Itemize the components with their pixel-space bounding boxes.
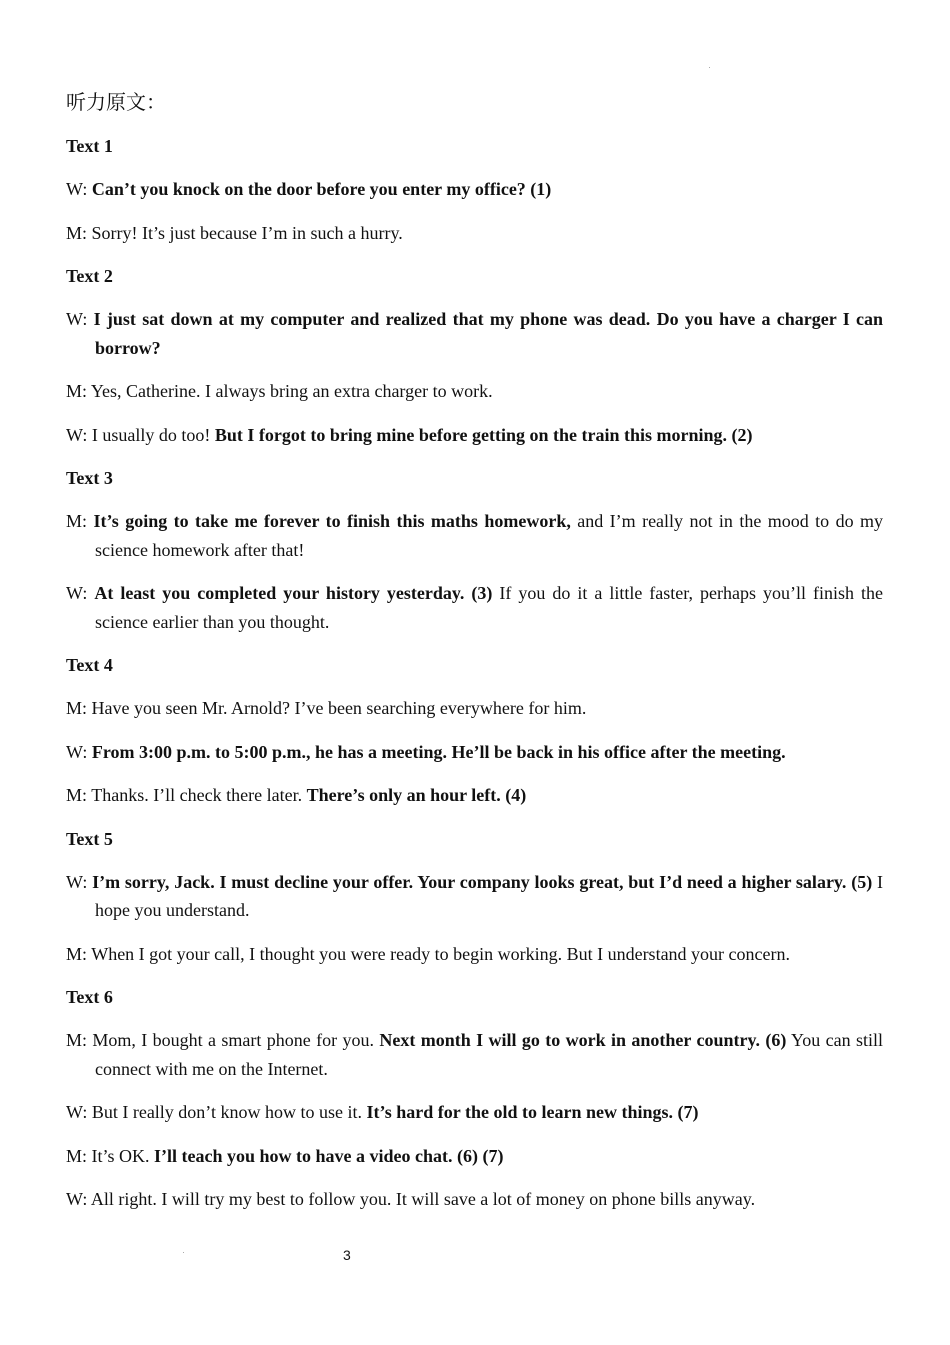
dialogue-text: I usually do too!	[91, 424, 215, 445]
dialogue-line	[66, 579, 883, 636]
key-answer-text: There’s only an hour left. (4)	[306, 785, 527, 805]
text-section-title: Text 2	[66, 266, 113, 286]
dialogue-line	[66, 781, 883, 810]
text-section-title: Text 3	[66, 468, 113, 488]
dialogue-text: When I got your call, I thought you were ready to begin working. But I understand your concern.	[91, 943, 791, 964]
text-section-title: Text 6	[66, 987, 113, 1007]
dialogue-text: I hope you understand.	[95, 871, 884, 920]
key-answer-text: But I forgot to bring mine before getting on the train this morning. (2)	[214, 424, 753, 445]
text-section-title: Text 1	[66, 136, 113, 156]
dialogue-line	[66, 507, 883, 564]
dialogue-text: If you do it a little faster, perhaps you’ll finish the science earlier than you thought.	[95, 583, 883, 632]
dialogue-line	[66, 1026, 883, 1083]
dialogue-text: and I’m really not in the mood to do my science homework after that!	[95, 511, 884, 560]
key-answer-text: From 3:00 p.m. to 5:00 p.m., he has a meeting. He’ll be back in his office after the meeting.	[91, 741, 786, 762]
page-heading: 听力原文：	[66, 90, 166, 114]
speaker-label: W:	[66, 179, 88, 199]
dialogue-line	[66, 305, 883, 362]
text-section-title: Text 5	[66, 828, 113, 849]
key-answer-text: It’s going to take me forever to finish this maths homework,	[93, 511, 571, 531]
dialogue-line	[66, 377, 883, 406]
speaker-label: M:	[66, 1145, 88, 1166]
dialogue-line	[66, 1142, 883, 1171]
dialogue-line	[66, 219, 883, 248]
dialogue-line	[66, 1098, 883, 1127]
dialogue-text: All right. I will try my best to follow you. It will save a lot of money on phone bills anyway.	[90, 1189, 756, 1209]
key-answer-text: Can’t you knock on the door before you enter my office? (1)	[91, 179, 552, 199]
dialogue-text: It’s OK.	[91, 1145, 155, 1166]
key-answer-text: At least you completed your history yesterday. (3)	[94, 583, 493, 603]
dialogue-text: Yes, Catherine. I always bring an extra charger to work.	[90, 381, 493, 401]
dialogue-line	[66, 738, 883, 767]
dialogue-text: You can still connect with me on the Internet.	[95, 1030, 883, 1079]
speaker-label: W:	[66, 871, 88, 892]
key-answer-text: I’m sorry, Jack. I must decline your offer. Your company looks great, but I’d need a higher salary. (5)	[92, 871, 873, 892]
speaker-label: W:	[66, 741, 88, 762]
speaker-label: W:	[66, 1102, 88, 1122]
speaker-label: M:	[66, 511, 88, 531]
page-number: 3	[343, 1247, 351, 1263]
dialogue-line	[66, 868, 883, 925]
speaker-label: W:	[66, 424, 88, 445]
scan-speck	[183, 1252, 184, 1253]
dialogue-line	[66, 421, 883, 450]
scan-speck	[709, 67, 710, 68]
dialogue-line	[66, 694, 883, 723]
speaker-label: W:	[66, 309, 88, 329]
dialogue-line	[66, 1185, 883, 1214]
speaker-label: W:	[66, 1189, 88, 1209]
transcript-page	[66, 88, 883, 1229]
dialogue-line	[66, 940, 883, 969]
speaker-label: M:	[66, 943, 88, 964]
speaker-label: M:	[66, 381, 88, 401]
key-answer-text: I just sat down at my computer and realized that my phone was dead. Do you have a charger I can borrow?	[93, 309, 883, 358]
dialogue-text: Mom, I bought a smart phone for you.	[92, 1030, 380, 1050]
key-answer-text: I’ll teach you how to have a video chat. (6) (7)	[154, 1145, 504, 1166]
speaker-label: M:	[66, 222, 88, 243]
speaker-label: W:	[66, 583, 88, 603]
dialogue-text: Sorry! It’s just because I’m in such a hurry.	[91, 222, 403, 243]
text-section-title: Text 4	[66, 655, 113, 675]
key-answer-text: Next month I will go to work in another country. (6)	[379, 1030, 787, 1050]
dialogue-line	[66, 175, 883, 204]
key-answer-text: It’s hard for the old to learn new things. (7)	[366, 1102, 699, 1122]
transcript-body	[66, 132, 883, 1214]
speaker-label: M:	[66, 785, 88, 805]
dialogue-text: Thanks. I’ll check there later.	[91, 785, 307, 805]
speaker-label: M:	[66, 698, 88, 718]
dialogue-text: But I really don’t know how to use it.	[91, 1102, 367, 1122]
dialogue-text: Have you seen Mr. Arnold? I’ve been searching everywhere for him.	[91, 698, 587, 718]
speaker-label: M:	[66, 1030, 88, 1050]
